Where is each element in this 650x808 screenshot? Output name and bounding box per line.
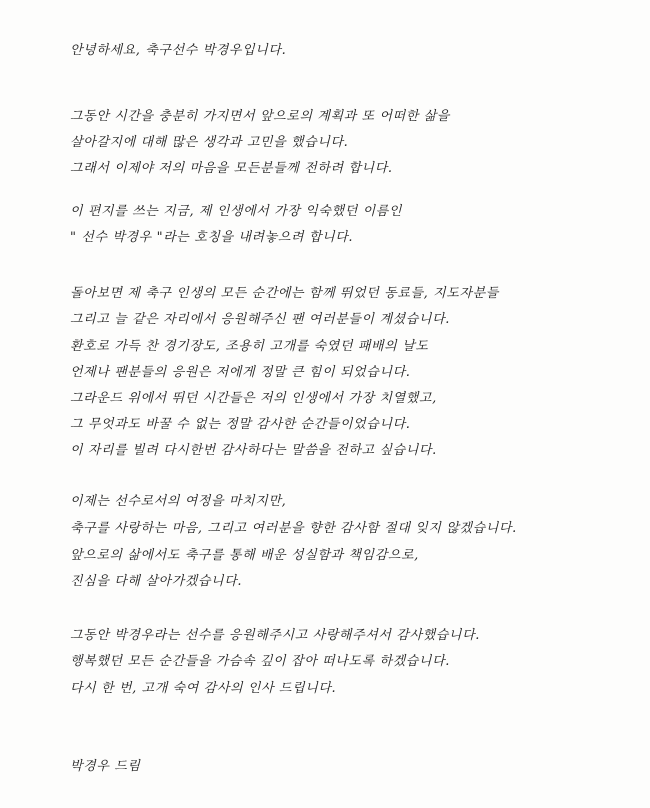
letter-line: 언제나 팬분들의 응원은 저에게 정말 큰 힘이 되었습니다.	[70, 365, 411, 380]
letter-line: 다시 한 번, 고개 숙여 감사의 인사 드립니다.	[70, 681, 337, 696]
letter-line: 그라운드 위에서 뛰던 시간들은 저의 인생에서 가장 치열했고,	[70, 391, 437, 406]
letter-line: 이 편지를 쓰는 지금, 제 인생에서 가장 익숙했던 이름인	[70, 204, 403, 219]
letter-line: 행복했던 모든 순간들을 가슴속 깊이 잡아 떠나도록 하겠습니다.	[70, 654, 450, 669]
letter-line: 그리고 늘 같은 자리에서 응원해주신 팬 여러분들이 계셨습니다.	[70, 312, 450, 327]
letter-line: 그래서 이제야 저의 마음을 모든분들께 전하려 합니다.	[70, 161, 393, 176]
letter-line: 그동안 시간을 충분히 가지면서 앞으로의 계획과 또 어떠한 삶을	[70, 109, 450, 124]
letter-line: 축구를 사랑하는 마음, 그리고 여러분을 향한 감사함 절대 잊지 않겠습니다.	[70, 521, 517, 536]
letter-line: 돌아보면 제 축구 인생의 모든 순간에는 함께 뛰었던 동료들, 지도자분들	[70, 286, 499, 301]
letter-line: 살아갈지에 대해 많은 생각과 고민을 했습니다.	[70, 135, 349, 150]
letter-line: 앞으로의 삶에서도 축구를 통해 배운 성실함과 책임감으로,	[70, 548, 419, 563]
letter-line: 이 자리를 빌려 다시한번 감사하다는 말씀을 전하고 싶습니다.	[70, 443, 437, 458]
letter-line: 그 무엇과도 바꿀 수 없는 정말 감사한 순간들이었습니다.	[70, 417, 411, 432]
greeting-line: 안녕하세요, 축구선수 박경우입니다.	[70, 43, 287, 58]
letter-line: " 선수 박경우 "라는 호칭을 내려놓으려 합니다.	[70, 230, 354, 245]
letter-line: 그동안 박경우라는 선수를 응원해주시고 사랑해주셔서 감사했습니다.	[70, 628, 480, 643]
letter-line: 진심을 다해 살아가겠습니다.	[70, 574, 243, 589]
letter-line: 이제는 선수로서의 여정을 마치지만,	[70, 494, 287, 509]
letter-line: 환호로 가득 찬 경기장도, 조용히 고개를 숙였던 패배의 날도	[70, 339, 429, 354]
signature: 박경우 드림	[70, 759, 141, 774]
